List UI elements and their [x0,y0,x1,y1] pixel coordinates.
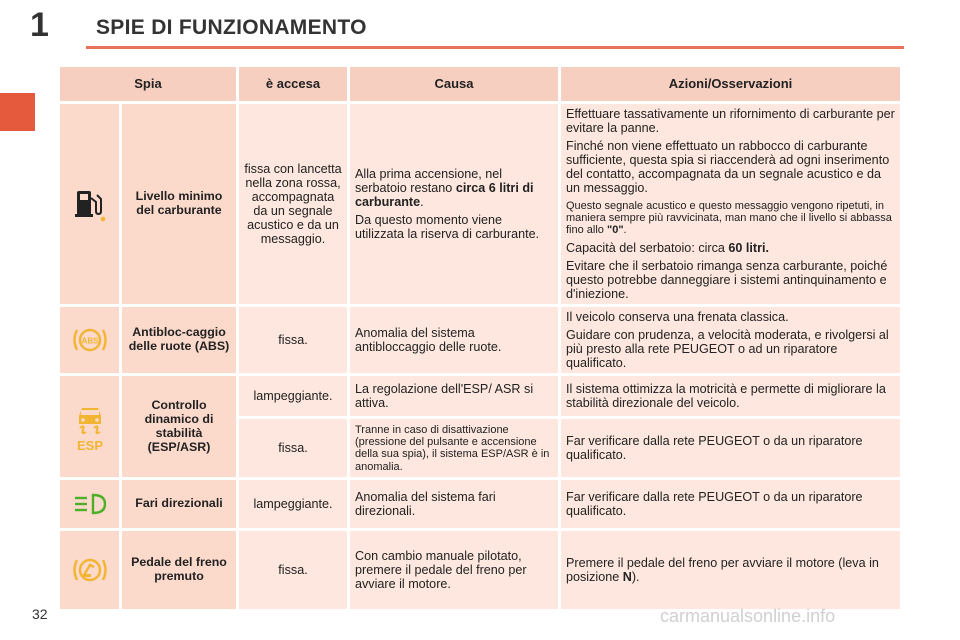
column-header-spia: Spia [60,67,236,101]
esp-azioni-2: Far verificare dalla rete PEUGEOT o da un riparatore qualificato. [561,419,900,477]
chapter-side-tab [0,93,35,131]
title-divider [86,46,904,49]
esp-causa-2: Tranne in caso di disattivazione (pressione del pulsante e accensione della sua spia), il sistema ESP/ASR è in anomalia. [350,419,558,477]
column-header-azioni: Azioni/Osservazioni [561,67,900,101]
column-header-accesa: è accesa [239,67,347,101]
fuel-causa-line-1: Alla prima accensione, nel serbatoio restano circa 6 litri di carburante. [355,166,534,209]
lights-name: Fari direzionali [122,480,236,528]
abs-azioni-1: Il veicolo conserva una frenata classica. [566,309,789,324]
esp-skid-icon [70,402,110,452]
lights-icon-cell [60,480,119,528]
brake-icon-cell [60,531,119,609]
page-title: SPIE DI FUNZIONAMENTO [96,16,367,39]
fuel-azioni [561,104,900,304]
fuel-icon-cell [60,104,119,304]
table-row-fuel [60,104,900,304]
esp-icon-text: ESP [76,437,103,452]
fuel-azioni-5: Evitare che il serbatoio rimanga senza carburante, poiché questo potrebbe danneggiare i sistemi antinquinamento e d'iniezione. [566,258,888,301]
fuel-pump-icon [73,186,107,222]
brake-name: Pedale del freno premuto [122,531,236,609]
esp-icon-cell [60,376,119,477]
fuel-accesa: fissa con lancetta nella zona rossa, accompagnata da un segnale acustico e da un messaggio. [239,104,347,304]
abs-icon [70,325,110,355]
fuel-name: Livello minimo del carburante [122,104,236,304]
abs-accesa: fissa. [239,307,347,373]
abs-icon-cell [60,307,119,373]
esp-accesa-1: lampeggiante. [239,376,347,416]
lights-azioni: Far verificare dalla rete PEUGEOT o da un riparatore qualificato. [561,480,900,528]
table-row-abs [60,307,900,373]
watermark: carmanualsonline.info [660,606,836,626]
table-header-row [60,67,900,101]
fuel-causa-line-2: Da questo momento viene utilizzata la riserva di carburante. [355,212,540,242]
column-header-causa: Causa [350,67,558,101]
fuel-azioni-3: Questo segnale acustico e questo messaggio vengono ripetuti, in maniera sempre più ravvicinata, man mano che il livello si abbassa fino allo "0". [566,199,892,237]
page-number: 32 [32,606,48,622]
fuel-azioni-4: Capacità del serbatoio: circa 60 litri. [566,240,770,255]
esp-azioni-1: Il sistema ottimizza la motricità e permette di migliorare la stabilità direzionale del veicolo. [561,376,900,416]
fuel-azioni-2: Finché non viene effettuato un rabbocco di carburante sufficiente, questa spia si riaccenderà ad ogni inserimento del contatto, accompagnata da un segnale acustico e da un messaggio. [566,139,890,196]
esp-causa-1: La regolazione dell'ESP/ ASR si attiva. [350,376,558,416]
abs-name: Antibloc-caggio delle ruote (ABS) [122,307,236,373]
directional-headlamp-icon [71,490,109,518]
esp-name: Controllo dinamico di stabilità (ESP/ASR) [122,376,236,477]
warning-lights-table [57,64,903,612]
svg-text:ABS: ABS [81,336,98,346]
table-row-brake [60,531,900,609]
table-row-lights [60,480,900,528]
table-row-esp-blinking [60,376,900,416]
abs-causa: Anomalia del sistema antibloccaggio delle ruote. [350,307,558,373]
lights-accesa: lampeggiante. [239,480,347,528]
abs-azioni-2: Guidare con prudenza, a velocità moderata, e rivolgersi al più presto alla rete PEUGEOT o ad un riparatore qualificato. [566,327,889,371]
fuel-causa [350,104,558,304]
abs-azioni [561,307,900,373]
chapter-number: 1 [30,6,49,44]
brake-pedal-icon [70,555,110,585]
brake-causa: Con cambio manuale pilotato, premere il pedale del freno per avviare il motore. [350,531,558,609]
brake-azioni: Premere il pedale del freno per avviare il motore (leva in posizione N). [561,531,900,609]
esp-accesa-2: fissa. [239,419,347,477]
lights-causa: Anomalia del sistema fari direzionali. [350,480,558,528]
fuel-azioni-1: Effettuare tassativamente un rifornimento di carburante per evitare la panne. [566,107,895,136]
brake-accesa: fissa. [239,531,347,609]
